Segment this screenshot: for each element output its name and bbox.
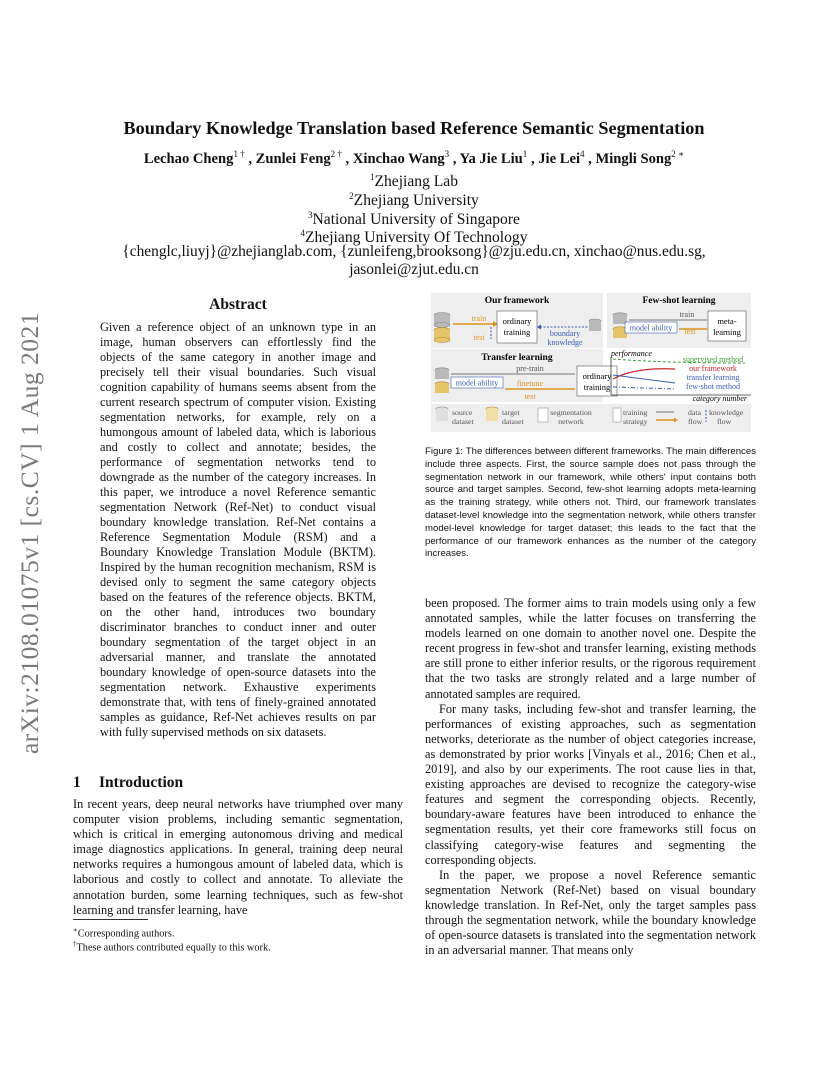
- legend-source-line-2: dataset: [452, 417, 474, 426]
- panel-title-fewshot: Few-shot learning: [642, 296, 716, 306]
- arxiv-stamp: [10, 305, 50, 760]
- fs-label-test: test: [684, 327, 696, 336]
- source-dataset-icon-2-body: [589, 321, 601, 331]
- legend-target-line-2: dataset: [502, 417, 524, 426]
- author-name: Xinchao Wang: [352, 150, 445, 167]
- author-name: Jie Lei: [538, 150, 580, 167]
- section-number: 1: [73, 774, 81, 791]
- perf-y-label: performance: [611, 349, 652, 358]
- label-knowledge: knowledge: [547, 338, 583, 347]
- perf-legend-supervised: supervised method: [682, 355, 744, 364]
- legend-data-line-1: data: [688, 408, 701, 417]
- legend-target-icon-body: [486, 409, 498, 421]
- author-affiliation-mark: 3: [444, 149, 450, 159]
- legend-target-line-1: target: [502, 408, 520, 417]
- fs-label-train: train: [679, 310, 695, 319]
- perf-x-label: category number: [692, 394, 747, 403]
- perf-legend-transfer: transfer learning: [686, 373, 740, 382]
- label-test: test: [473, 333, 485, 342]
- author-name: Mingli Song: [595, 150, 672, 167]
- tl-target-icon-body: [435, 384, 449, 393]
- label-meta: meta-: [717, 316, 737, 326]
- tl-source-icon-body: [435, 370, 449, 379]
- legend-seg-icon: [538, 408, 548, 422]
- label-ordinary: ordinary: [502, 316, 532, 326]
- legend-source-icon-body: [436, 409, 448, 421]
- legend-data-line-2: flow: [688, 417, 703, 426]
- legend-seg-line-2: network: [558, 417, 584, 426]
- affiliation-2: $^2$Zhejiang University: [349, 191, 479, 210]
- author-list: Lechao Cheng$^{1 \dagger}$ , Zunlei Feng$^{2 \dagger}$ , Xinchao Wang$^3$ , Ya Jie Liu$^1$ , Jie Lei$^4$ , Mingli Song$^{2 ∗}$: [143, 149, 685, 167]
- legend-training-icon: [613, 408, 621, 422]
- affiliation-3: $^3$National University of Singapore: [308, 210, 520, 229]
- tl-label-test: test: [524, 392, 536, 401]
- legend-knowledge-line-2: flow: [717, 417, 732, 426]
- author-affiliation-mark: 1 †: [233, 149, 245, 159]
- right-paragraph-3: In the paper, we propose a novel Reference semantic segmentation Network (Ref-Net) based on visual boundary knowledge translation. In Ref-Net, only the target samples pass through the segmentation network, while the boundary knowledge of open-source datasets is translated into the segmentation network in an adversarial manner. That means only: [425, 867, 756, 958]
- footnote-equal-contribution: †These authors contributed equally to this work.: [73, 940, 271, 954]
- label-train: train: [471, 314, 487, 323]
- author-name: Lechao Cheng: [143, 150, 234, 167]
- author-name: Ya Jie Liu: [459, 150, 523, 167]
- affiliation-1: $^1$Zhejiang Lab: [369, 172, 459, 191]
- footnote-rule: [73, 919, 148, 920]
- tl-label-training: training: [583, 382, 611, 392]
- legend-training-line-2: strategy: [623, 417, 648, 426]
- right-paragraph-2: For many tasks, including few-shot and transfer learning, the performances of existing approaches, such as segmentation networks, deteriorate as the number of object categories increase, as demonstrated by prior works [Vinyals et al., 2016; Chen et al., 2019], and also by our experiments. The root cause lies in that, existing approaches are devised to recognize the category-wise features and segment the corresponding objects. Recently, boundary-aware features have been introduced to enhance the segmentation results, yet their core frameworks still focus on classifying category-wise features and segmenting the corresponding objects.: [425, 701, 756, 867]
- right-paragraph-1: been proposed. The former aims to train models using only a few annotated samples, while the latter focuses on transferring the models learned on one domain to another novel one. Despite the recent progress in few-shot and transfer learning, existing methods are still prone to either inferior results, or the rigorous requirement that the two tasks are strongly related and a large number of annotated samples are required.: [425, 596, 756, 701]
- label-learning: learning: [713, 327, 741, 337]
- tl-label-finetune: finetune: [516, 379, 544, 388]
- author-affiliation-mark: 2 †: [330, 149, 342, 159]
- paper-title: Boundary Knowledge Translation based Reference Semantic Segmentation: [123, 118, 705, 138]
- affiliation-4: $^4$Zhejiang University Of Technology: [300, 228, 528, 247]
- figure-1-diagram: [425, 291, 756, 436]
- tl-label-ordinary: ordinary: [582, 371, 612, 381]
- legend-training-line-1: training: [623, 408, 648, 417]
- emails-line-1: {chenglc,liuyj}@zhejianglab.com, {zunleifeng,brooksong}@zju.edu.cn, xinchao@nus.edu.sg,: [122, 243, 706, 260]
- abstract-heading: Abstract: [209, 296, 267, 313]
- perf-legend-ours: our framework: [689, 364, 737, 373]
- source-dataset-icon-base: [434, 323, 450, 328]
- label-training: training: [503, 327, 531, 337]
- target-dataset-icon-base: [434, 338, 450, 343]
- legend-knowledge-line-1: knowledge: [709, 408, 744, 417]
- legend-source-line-1: source: [452, 408, 473, 417]
- footnote-mark: ∗: [73, 926, 78, 934]
- figure-1-caption: Figure 1: The differences between different frameworks. The main differences include three aspects. First, the source sample does not pass through the segmentation network in our framework, while others' input contains both source and target samples. Second, few-shot learning adopts meta-learning as the training strategy, while others not. Third, our framework translates dataset-level knowledge into the segmentation network, while others transfer model-level knowledge for target dataset; this leads to the fact that the performance of our framework enhances as the number of the category increases.: [425, 446, 756, 560]
- tl-label-model-ability: model ability: [455, 378, 499, 388]
- fs-label-model-ability: model ability: [629, 323, 673, 333]
- footnote-corresponding: ∗Corresponding authors.: [73, 926, 175, 940]
- panel-title-ours: Our framework: [484, 296, 550, 306]
- panel-title-transfer: Transfer learning: [481, 353, 553, 363]
- section-heading-introduction: [73, 774, 183, 792]
- emails-line-2: jasonlei@zjut.edu.cn: [349, 261, 479, 278]
- abstract-body: Given a reference object of an unknown type in an image, human observers can effortlessly find the objects of the same category in another image and precisely tell their visual boundaries. Such visual cognition capability of humans seems absent from the current research spectrum of computer vision. Existing segmentation networks, for example, rely on a humongous amount of labeled data, which is laborious and costly to collect and annotate; besides, the performance of segmentation networks tend to downgrade as the number of the category increases. In this paper, we introduce a novel Reference semantic segmentation Network (Ref-Net) to conduct visual boundary knowledge translation. Ref-Net contains a Reference Segmentation Module (RSM) and a Boundary Knowledge Translation Module (BKTM). Inspired by the human recognition mechanism, RSM is devised only to segment the same category objects based on the features of the reference objects. BKTM, on the other hand, introduces two boundary discriminator branches to conduct inner and outer boundary segmentation of the target object in an adversarial manner, and translate the annotated boundary knowledge of open-source datasets into the segmentation network. Exhaustive experiments demonstrate that, with tens of finely-grained annotated samples as guidance, Ref-Net achieves results on par with fully supervised methods on six datasets.: [100, 320, 376, 739]
- author-emails: [0, 243, 828, 279]
- author-affiliation-mark: 1: [522, 149, 528, 159]
- footnote-mark: †: [73, 940, 77, 948]
- tl-label-pretrain: pre-train: [516, 364, 544, 373]
- perf-legend-fewshot: few-shot method: [686, 382, 740, 391]
- right-column-text: [425, 596, 756, 958]
- legend-seg-line-1: segmentation: [550, 408, 592, 417]
- intro-paragraph-1: In recent years, deep neural networks have triumphed over many computer vision problems, including semantic segmentation, which is critical in emerging autonomous driving and medical image diagnostics applications. In general, training deep neural networks requires a humongous amount of labeled data, which is laborious and costly to collect and annotate. To alleviate the annotation burden, some learning techniques, such as few-shot learning and transfer learning, have: [73, 797, 403, 917]
- arxiv-identifier: arXiv:2108.01075v1 [cs.CV] 1 Aug 2021: [15, 311, 44, 754]
- section-title: Introduction: [99, 774, 184, 791]
- author-affiliation-mark: 2 ∗: [671, 149, 685, 159]
- author-affiliation-mark: 4: [580, 149, 585, 159]
- figure-1: [425, 291, 756, 436]
- label-boundary: boundary: [549, 329, 581, 338]
- author-name: Zunlei Feng: [255, 150, 331, 167]
